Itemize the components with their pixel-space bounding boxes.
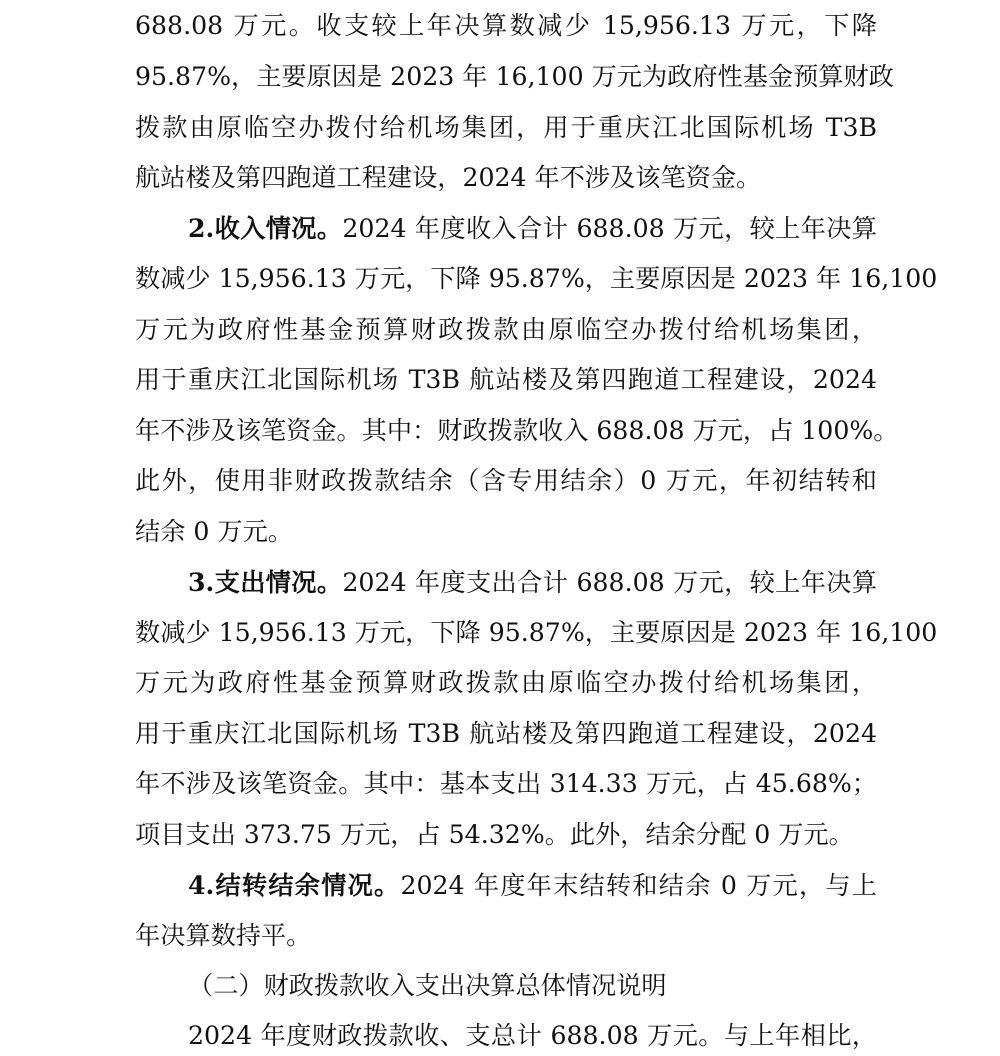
text-line: 年不涉及该笔资金。其中：基本支出 314.33 万元，占 45.68%；: [135, 769, 877, 798]
paragraph-first-line: [188, 562, 877, 602]
text-line: 年决算数持平。: [135, 921, 312, 950]
text-segment: 2024 年度收入合计 688.08 万元，较上年决算: [342, 214, 877, 243]
paragraph-title: 3.支出情况。: [188, 567, 343, 597]
text-line: 用于重庆江北国际机场 T3B 航站楼及第四跑道工程建设，2024: [135, 365, 877, 394]
paragraph-first-line: [188, 865, 877, 905]
paragraph-title: 4.结转结余情况。: [188, 870, 401, 900]
text-line: 688.08 万元。收支较上年决算数减少 15,956.13 万元，下降: [135, 11, 877, 40]
text-line: 年不涉及该笔资金。其中：财政拨款收入 688.08 万元，占 100%。: [135, 416, 899, 445]
text-line: 拨款由原临空办拨付给机场集团，用于重庆江北国际机场 T3B: [135, 113, 877, 142]
paragraph-first-line: [188, 208, 877, 248]
text-segment: 2024 年度支出合计 688.08 万元，较上年决算: [342, 568, 877, 597]
paragraph-title: 2.收入情况。: [188, 213, 343, 243]
text-segment: 2024 年度年末结转和结余 0 万元，与上: [400, 871, 877, 900]
text-line: 2024 年度财政拨款收、支总计 688.08 万元。与上年相比，: [188, 1021, 877, 1050]
text-line: 此外，使用非财政拨款结余（含专用结余）0 万元，年初结转和: [135, 466, 877, 495]
text-line: 95.87%，主要原因是 2023 年 16,100 万元为政府性基金预算财政: [135, 62, 894, 91]
text-line: 用于重庆江北国际机场 T3B 航站楼及第四跑道工程建设，2024: [135, 719, 877, 748]
text-line: 万元为政府性基金预算财政拨款由原临空办拨付给机场集团，: [135, 315, 877, 344]
section-heading: （二）财政拨款收入支出决算总体情况说明: [188, 971, 667, 1000]
text-line: 数减少 15,956.13 万元，下降 95.87%，主要原因是 2023 年 16,100: [135, 264, 938, 293]
text-line: 项目支出 373.75 万元，占 54.32%。此外，结余分配 0 万元。: [135, 820, 854, 849]
text-line: 万元为政府性基金预算财政拨款由原临空办拨付给机场集团，: [135, 668, 877, 697]
text-line: 结余 0 万元。: [135, 517, 293, 546]
text-line: 数减少 15,956.13 万元，下降 95.87%，主要原因是 2023 年 16,100: [135, 618, 938, 647]
text-line: 航站楼及第四跑道工程建设，2024 年不涉及该笔资金。: [135, 163, 762, 192]
